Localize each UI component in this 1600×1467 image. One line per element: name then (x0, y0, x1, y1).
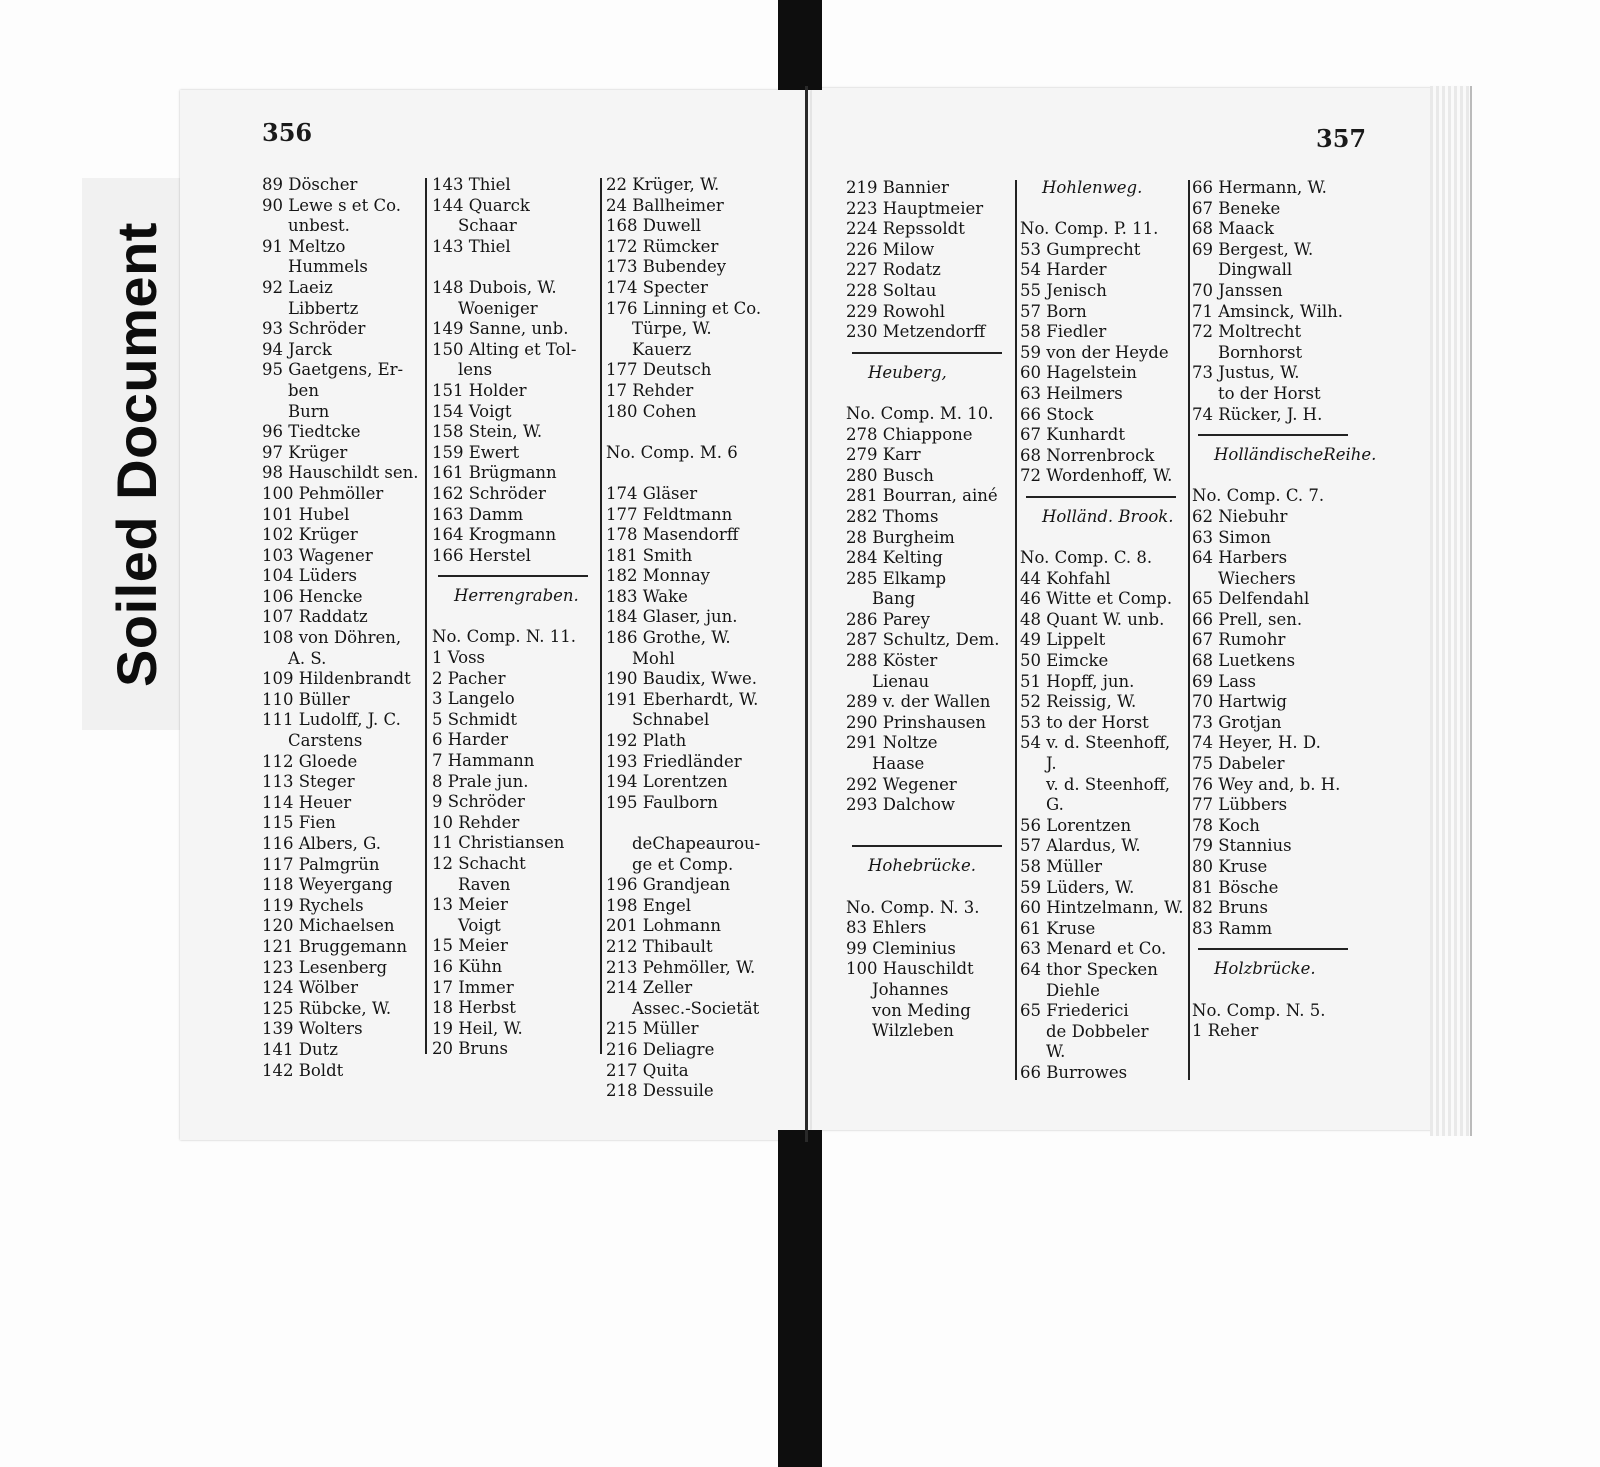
directory-entry: G. (1046, 795, 1064, 815)
directory-entry: 110 Büller (262, 689, 350, 709)
directory-entry: 102 Krüger (262, 525, 358, 545)
directory-entry: 75 Dabeler (1192, 754, 1285, 774)
directory-column-5 (1020, 178, 1183, 1084)
directory-entry: 106 Hencke (262, 586, 363, 606)
directory-entry: 83 Ramm (1192, 918, 1273, 938)
directory-entry: 218 Dessuile (606, 1081, 714, 1101)
directory-entry: 219 Bannier (846, 178, 949, 197)
directory-entry: 119 Rychels (262, 895, 364, 915)
section-rule (1198, 434, 1348, 436)
directory-entry: 212 Thibault (606, 936, 713, 956)
directory-entry: 142 Boldt (262, 1060, 344, 1080)
directory-entry: 143 Thiel (432, 236, 511, 256)
directory-entry: 73 Grotjan (1192, 712, 1282, 732)
directory-entry: 214 Zeller (606, 978, 693, 998)
left-page-number: 356 (262, 118, 313, 147)
directory-entry: 195 Faulborn (606, 792, 718, 812)
directory-entry: Johannes (872, 979, 949, 999)
directory-entry: 123 Lesenberg (262, 957, 388, 977)
directory-entry: 172 Rümcker (606, 236, 719, 256)
directory-entry: 186 Grothe, W. (606, 628, 731, 648)
directory-entry: 63 Menard et Co. (1020, 939, 1167, 959)
directory-entry: 70 Janssen (1192, 280, 1283, 300)
directory-entry: 66 Prell, sen. (1192, 609, 1303, 629)
directory-entry: 46 Witte et Comp. (1020, 589, 1173, 609)
directory-entry: Kauerz (632, 339, 692, 359)
directory-entry: No. Comp. C. 7. (1192, 486, 1325, 506)
directory-entry: 100 Hauschildt (846, 959, 974, 979)
directory-entry: 115 Fien (262, 813, 336, 833)
directory-entry: deChapeaurou- (632, 834, 761, 853)
directory-entry: 58 Müller (1020, 857, 1102, 876)
directory-entry: 65 Friederici (1020, 1001, 1129, 1021)
directory-entry: 3 Langelo (432, 689, 515, 709)
directory-entry: 67 Rumohr (1192, 630, 1286, 650)
directory-entry: 77 Lübbers (1192, 795, 1288, 815)
directory-entry: Woeniger (458, 298, 538, 318)
directory-entry: Libbertz (288, 298, 359, 318)
directory-entry (432, 607, 588, 628)
directory-entry: 227 Rodatz (846, 260, 941, 280)
directory-entry: 80 Kruse (1192, 857, 1268, 876)
directory-entry: 177 Deutsch (606, 360, 712, 380)
section-heading: Holzbrücke. (1214, 959, 1316, 979)
directory-entry: 190 Baudix, Wwe. (606, 669, 758, 689)
directory-column-3 (606, 175, 761, 1102)
directory-entry: 97 Krüger (262, 442, 348, 462)
directory-entry: Wiechers (1218, 568, 1296, 588)
directory-entry: W. (1046, 1042, 1066, 1062)
directory-entry: Hummels (288, 257, 368, 277)
directory-entry: 99 Cleminius (846, 938, 956, 958)
directory-entry: 68 Maack (1192, 219, 1275, 239)
gutter-bar-top (778, 0, 822, 90)
section-heading: Hohlenweg. (1042, 178, 1143, 197)
directory-entry: 20 Bruns (432, 1039, 508, 1059)
directory-entry: 113 Steger (262, 772, 355, 792)
directory-entry: A. S. (288, 648, 327, 668)
directory-entry: 287 Schultz, Dem. (846, 630, 1000, 650)
directory-entry: 81 Bösche (1192, 877, 1279, 897)
directory-entry: 79 Stannius (1192, 836, 1292, 856)
directory-entry (846, 877, 1002, 898)
directory-entry: 92 Laeiz (262, 277, 333, 297)
directory-entry: v. d. Steenhoff, (1046, 774, 1170, 794)
directory-entry: 290 Prinshausen (846, 712, 987, 732)
directory-entry: 61 Kruse (1020, 918, 1096, 938)
directory-entry: 194 Lorentzen (606, 772, 728, 792)
directory-entry: No. Comp. N. 11. (432, 627, 576, 647)
directory-entry: 285 Elkamp (846, 568, 947, 588)
directory-entry: 183 Wake (606, 586, 688, 606)
directory-entry: 223 Hauptmeier (846, 198, 984, 218)
directory-entry: 196 Grandjean (606, 875, 731, 895)
directory-column-1 (262, 175, 419, 1081)
directory-entry: 59 von der Heyde (1020, 342, 1169, 362)
directory-entry: 108 von Döhren, (262, 628, 402, 648)
directory-entry (606, 813, 761, 834)
directory-entry: 62 Niebuhr (1192, 506, 1288, 526)
directory-entry: 292 Wegener (846, 774, 957, 794)
directory-entry (1020, 199, 1183, 220)
section-heading: Herrengraben. (454, 586, 579, 606)
directory-entry: 168 Duwell (606, 216, 702, 236)
directory-entry: 121 Bruggemann (262, 936, 408, 956)
directory-entry: 64 Harbers (1192, 548, 1288, 568)
directory-entry (432, 257, 588, 278)
directory-entry: ben (288, 380, 319, 400)
directory-entry (846, 816, 1002, 837)
directory-entry: Assec.-Societät (632, 998, 760, 1018)
directory-entry: 124 Wölber (262, 978, 359, 998)
directory-entry: 107 Raddatz (262, 607, 368, 627)
directory-entry: 60 Hagelstein (1020, 363, 1137, 383)
directory-entry: 141 Dutz (262, 1039, 338, 1059)
directory-entry: 66 Hermann, W. (1192, 178, 1327, 197)
directory-entry: 101 Hubel (262, 504, 350, 524)
directory-entry: 53 to der Horst (1020, 712, 1149, 732)
directory-entry: 281 Bourran, ainé (846, 486, 998, 506)
directory-entry: 74 Rücker, J. H. (1192, 404, 1323, 424)
directory-entry: 174 Gläser (606, 483, 698, 503)
directory-entry: Mohl (632, 648, 675, 668)
directory-entry: 52 Reissig, W. (1020, 692, 1137, 712)
directory-entry: 286 Parey (846, 609, 930, 629)
directory-entry: 49 Lippelt (1020, 630, 1106, 650)
directory-entry: No. Comp. P. 11. (1020, 219, 1159, 239)
directory-entry: 57 Alardus, W. (1020, 836, 1141, 856)
right-page-number: 357 (1316, 124, 1367, 153)
directory-entry: 95 Gaetgens, Er- (262, 360, 404, 380)
directory-entry: 70 Hartwig (1192, 692, 1287, 712)
directory-entry: 72 Moltrecht (1192, 322, 1302, 342)
directory-entry: 94 Jarck (262, 339, 332, 359)
directory-column-2 (432, 175, 588, 1060)
directory-entry: 28 Burgheim (846, 527, 955, 547)
section-heading: Hohebrücke. (868, 856, 977, 876)
directory-entry: lens (458, 360, 493, 380)
directory-entry: 90 Lewe s et Co. (262, 195, 401, 215)
directory-entry: 10 Rehder (432, 812, 520, 832)
directory-entry: Haase (872, 754, 925, 774)
directory-entry: 15 Meier (432, 936, 508, 956)
directory-column-4 (846, 178, 1002, 1042)
directory-entry: 176 Linning et Co. (606, 298, 762, 318)
directory-entry: 71 Amsinck, Wilh. (1192, 301, 1343, 321)
directory-entry: 284 Kelting (846, 548, 943, 568)
directory-entry: 59 Lüders, W. (1020, 877, 1135, 897)
directory-entry: 161 Brügmann (432, 463, 557, 483)
directory-entry: 229 Rowohl (846, 301, 946, 321)
directory-entry: 63 Simon (1192, 527, 1272, 547)
directory-entry: 68 Luetkens (1192, 651, 1296, 671)
directory-entry: Schaar (458, 216, 517, 236)
directory-entry: 78 Koch (1192, 815, 1260, 835)
directory-entry: 166 Herstel (432, 545, 531, 565)
directory-entry: ge et Comp. (632, 854, 734, 874)
directory-entry (606, 463, 761, 484)
section-rule (852, 845, 1002, 847)
directory-entry: 198 Engel (606, 895, 692, 915)
directory-entry: 215 Müller (606, 1019, 699, 1039)
directory-entry: von Meding (872, 1000, 971, 1020)
directory-entry: 54 v. d. Steenhoff, (1020, 733, 1171, 753)
directory-entry: 12 Schacht (432, 854, 526, 873)
directory-entry: 91 Meltzo (262, 236, 346, 256)
directory-entry: 48 Quant W. unb. (1020, 609, 1165, 629)
directory-entry: 73 Justus, W. (1192, 363, 1300, 383)
directory-entry: 67 Beneke (1192, 198, 1281, 218)
directory-entry: 120 Michaelsen (262, 916, 395, 936)
directory-entry: 111 Ludolff, J. C. (262, 710, 401, 730)
directory-column-6 (1192, 178, 1376, 1042)
directory-entry: 103 Wagener (262, 545, 373, 565)
directory-entry: 278 Chiappone (846, 424, 973, 444)
directory-entry: 50 Eimcke (1020, 651, 1109, 671)
directory-entry: de Dobbeler (1046, 1021, 1149, 1041)
directory-entry: 1 Voss (432, 648, 486, 668)
directory-entry: 24 Ballheimer (606, 195, 724, 215)
directory-entry: 104 Lüders (262, 566, 358, 586)
directory-entry: Dingwall (1218, 260, 1293, 280)
directory-entry: 76 Wey and, b. H. (1192, 774, 1341, 794)
directory-entry: No. Comp. N. 3. (846, 897, 980, 917)
directory-entry: 201 Lohmann (606, 916, 721, 936)
directory-entry: 63 Heilmers (1020, 383, 1123, 403)
directory-entry: 93 Schröder (262, 319, 366, 339)
directory-entry: 116 Albers, G. (262, 834, 381, 853)
directory-entry: 182 Monnay (606, 566, 710, 586)
directory-entry: 82 Bruns (1192, 898, 1268, 918)
directory-entry: No. Comp. N. 5. (1192, 1000, 1326, 1020)
directory-entry: 66 Burrowes (1020, 1062, 1128, 1082)
directory-entry: 230 Metzendorff (846, 322, 986, 342)
directory-entry: 19 Heil, W. (432, 1018, 523, 1038)
directory-entry (846, 383, 1002, 404)
directory-entry: 226 Milow (846, 239, 935, 259)
directory-entry: 149 Sanne, unb. (432, 319, 569, 339)
directory-entry: J. (1046, 754, 1057, 774)
directory-entry: Carstens (288, 731, 363, 751)
directory-entry: 279 Karr (846, 445, 921, 465)
directory-entry: 89 Döscher (262, 175, 358, 194)
directory-entry: 66 Stock (1020, 404, 1094, 424)
directory-entry: 224 Repssoldt (846, 219, 965, 239)
directory-entry: 180 Cohen (606, 401, 697, 421)
directory-entry: 17 Immer (432, 977, 514, 997)
directory-entry: 13 Meier (432, 895, 508, 915)
directory-entry (1192, 466, 1376, 487)
directory-entry: 7 Hammann (432, 751, 535, 771)
column-divider (1015, 180, 1017, 1080)
directory-entry (1020, 528, 1183, 549)
directory-entry: Bang (872, 589, 916, 609)
directory-entry: 9 Schröder (432, 792, 525, 812)
stamp-label: Soiled Document (104, 221, 168, 687)
directory-entry: Burn (288, 401, 330, 421)
directory-entry: 289 v. der Wallen (846, 692, 991, 712)
directory-entry: 191 Eberhardt, W. (606, 689, 759, 709)
section-heading: Heuberg, (868, 362, 947, 382)
directory-entry: 54 Harder (1020, 260, 1107, 280)
directory-entry: Lienau (872, 671, 930, 691)
directory-entry: Raven (458, 874, 511, 894)
directory-entry: 213 Pehmöller, W. (606, 957, 756, 977)
directory-entry: 67 Kunhardt (1020, 425, 1126, 445)
directory-entry: Voigt (458, 915, 501, 935)
directory-entry: Türpe, W. (632, 319, 712, 339)
directory-entry: Bornhorst (1218, 342, 1303, 362)
directory-entry: 125 Rübcke, W. (262, 998, 392, 1018)
directory-entry: 56 Lorentzen (1020, 815, 1132, 835)
directory-entry: 143 Thiel (432, 175, 511, 194)
directory-entry: 11 Christiansen (432, 833, 565, 853)
directory-entry: 72 Wordenhoff, W. (1020, 466, 1173, 486)
directory-entry: 154 Voigt (432, 401, 512, 421)
directory-entry: 100 Pehmöller (262, 483, 384, 503)
directory-entry: 193 Friedländer (606, 751, 742, 771)
section-rule (438, 575, 588, 577)
directory-entry: 51 Hopff, jun. (1020, 671, 1135, 691)
directory-entry: 57 Born (1020, 301, 1087, 321)
directory-entry: 150 Alting et Tol- (432, 339, 577, 359)
directory-entry: 291 Noltze (846, 733, 938, 753)
directory-entry: 177 Feldtmann (606, 504, 733, 524)
directory-entry: 282 Thoms (846, 506, 939, 526)
directory-entry (606, 422, 761, 443)
directory-entry: 184 Glaser, jun. (606, 607, 738, 627)
directory-entry: 109 Hildenbrandt (262, 669, 411, 689)
directory-entry: 114 Heuer (262, 792, 352, 812)
directory-entry: 58 Fiedler (1020, 322, 1107, 342)
section-heading: HolländischeReihe. (1214, 445, 1377, 465)
directory-entry: to der Horst (1218, 383, 1321, 403)
directory-entry: 159 Ewert (432, 442, 520, 462)
directory-entry: 228 Soltau (846, 280, 937, 300)
directory-entry: 118 Weyergang (262, 875, 393, 895)
directory-entry: 293 Dalchow (846, 795, 956, 815)
directory-entry: 162 Schröder (432, 483, 546, 503)
directory-entry: 192 Plath (606, 731, 687, 751)
directory-entry: 216 Deliagre (606, 1039, 715, 1059)
directory-entry: 22 Krüger, W. (606, 175, 720, 194)
directory-entry: 139 Wolters (262, 1019, 363, 1039)
directory-entry: 68 Norrenbrock (1020, 445, 1155, 465)
directory-entry: Wilzleben (872, 1021, 954, 1041)
directory-entry: 158 Stein, W. (432, 422, 543, 442)
directory-entry: No. Comp. C. 8. (1020, 548, 1153, 568)
soiled-document-stamp (82, 178, 190, 730)
column-divider (1188, 180, 1190, 1080)
directory-entry: 64 thor Specken (1020, 959, 1158, 979)
directory-entry: 163 Damm (432, 504, 524, 524)
directory-entry: unbest. (288, 216, 350, 236)
directory-entry: 288 Köster (846, 651, 938, 671)
directory-entry: 174 Specter (606, 277, 708, 297)
column-divider (600, 178, 602, 1054)
section-heading: Holländ. Brook. (1042, 506, 1174, 526)
section-rule (1026, 496, 1176, 498)
directory-entry: 18 Herbst (432, 998, 516, 1018)
directory-entry: 1 Reher (1192, 1021, 1259, 1041)
directory-entry: Schnabel (632, 710, 710, 730)
directory-entry: 17 Rehder (606, 380, 694, 400)
directory-entry: 8 Prale jun. (432, 771, 529, 791)
directory-entry: Diehle (1046, 980, 1100, 1000)
directory-entry: 74 Heyer, H. D. (1192, 733, 1321, 753)
directory-entry: 217 Quita (606, 1060, 689, 1080)
directory-entry: 98 Hauschildt sen. (262, 463, 419, 483)
directory-entry: 96 Tiedtcke (262, 422, 361, 442)
directory-entry: 181 Smith (606, 545, 693, 565)
column-divider (425, 178, 427, 1054)
directory-entry: 178 Masendorff (606, 525, 739, 545)
directory-entry: No. Comp. M. 10. (846, 403, 994, 423)
directory-entry: 117 Palmgrün (262, 854, 380, 874)
directory-entry: 151 Holder (432, 380, 527, 400)
page-edge (1430, 86, 1472, 1136)
directory-entry: 53 Gumprecht (1020, 239, 1141, 259)
directory-entry: 144 Quarck (432, 195, 530, 215)
directory-entry: 280 Busch (846, 465, 934, 485)
directory-entry: 83 Ehlers (846, 918, 927, 938)
book-gutter (805, 86, 808, 1142)
directory-entry: 148 Dubois, W. (432, 277, 557, 297)
directory-entry: 69 Lass (1192, 671, 1256, 691)
directory-entry: 44 Kohfahl (1020, 568, 1111, 588)
directory-entry (1192, 980, 1376, 1001)
directory-entry: No. Comp. M. 6 (606, 442, 738, 462)
gutter-bar-bottom (778, 1130, 822, 1467)
directory-entry: 6 Harder (432, 730, 509, 750)
directory-entry: 5 Schmidt (432, 709, 518, 729)
section-rule (852, 352, 1002, 354)
directory-entry: 112 Gloede (262, 751, 358, 771)
section-rule (1198, 948, 1348, 950)
directory-entry: 16 Kühn (432, 956, 503, 976)
directory-entry: 65 Delfendahl (1192, 589, 1310, 609)
directory-entry: 2 Pacher (432, 668, 506, 688)
directory-entry: 164 Krogmann (432, 525, 557, 545)
directory-entry: 69 Bergest, W. (1192, 239, 1314, 259)
directory-entry: 173 Bubendey (606, 257, 727, 277)
directory-entry: 60 Hintzelmann, W. (1020, 898, 1184, 918)
directory-entry: 55 Jenisch (1020, 280, 1107, 300)
